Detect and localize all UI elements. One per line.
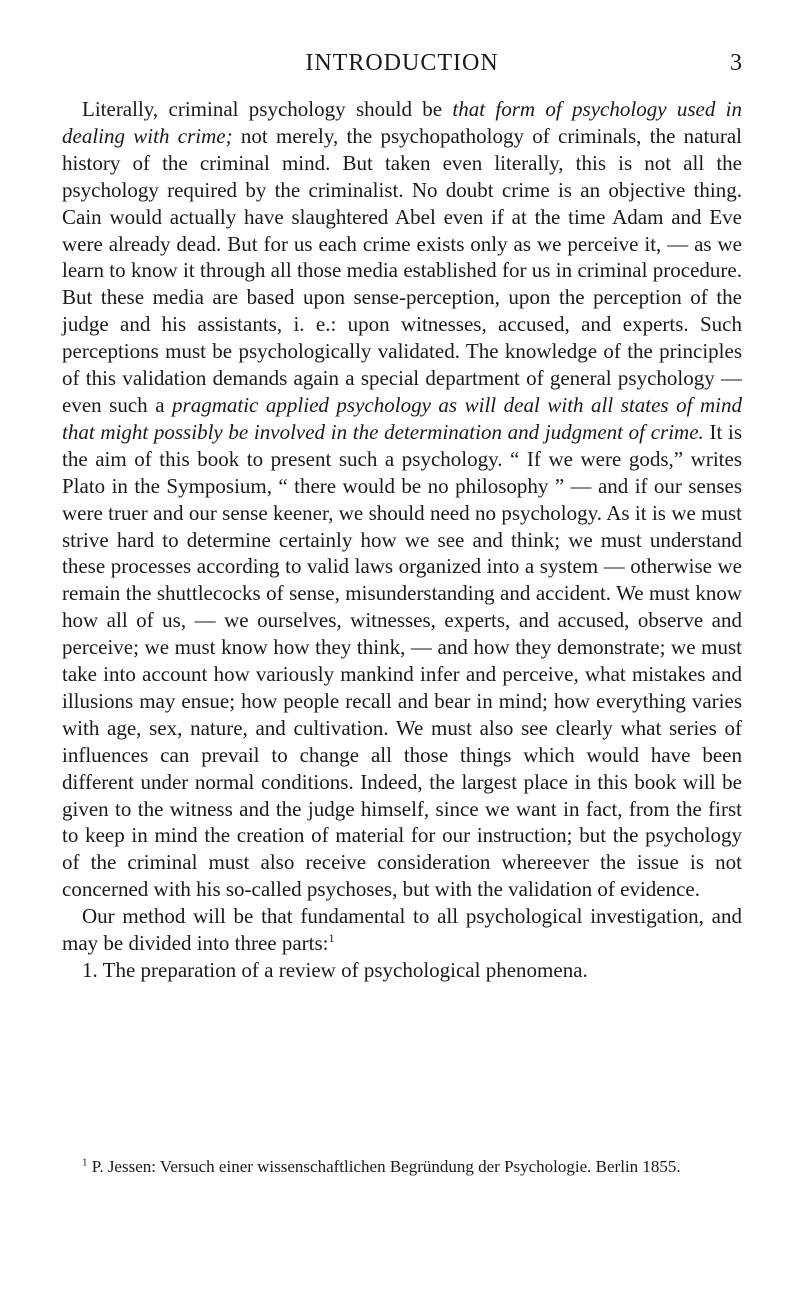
paragraph-text: Our method will be that fundamental to all psychological investigation, and may be divided into three parts:: [62, 904, 742, 956]
running-head: INTRODUCTION: [305, 50, 499, 76]
page-header: [62, 50, 742, 84]
paragraph-text: It is the aim of this book to present such a psychology. “ If we were gods,” writes Plato in the Symposium, “ there would be no philosophy ” — and if our senses were truer and our sense keener, we should need no psychology. As it is we must strive hard to determine certainly how we see and think; we must understand these processes according to valid laws organized into a system — otherwise we remain the shuttlecocks of sense, misunderstanding and accident. We must know how all of us, — we ourselves, witnesses, experts, and accused, observe and perceive; we must know how they think, — and how they demonstrate; we must take into account how variously mankind infer and perceive, what mistakes and illusions may ensue; how people recall and bear in mind; how everything varies with age, sex, nature, and cultivation. We must also see clearly what series of influences can prevail to change all those things which would have been different under normal conditions. Indeed, the largest place in this book will be given to the witness and the judge himself, since we want in fact, from the first to keep in mind the creation of material for our instruction; but the psychology of the criminal must also receive consideration whereever the issue is not concerned with his so-called psychoses, but with the validation of evidence.: [62, 419, 743, 902]
emphasis-text: pragmatic applied psychology as will deal with all states of mind that might possibly be involved in the determination and judgment of crime.: [62, 392, 742, 444]
paragraph: [62, 903, 742, 957]
footnote-reference: 1: [328, 931, 335, 946]
page-number: 3: [730, 50, 742, 76]
emphasis-text: that form of psychology used in dealing with crime;: [62, 97, 742, 148]
paragraph-text: not merely, the psychopathology of criminals, the natural history of the criminal mind. But taken even literally, this is not all the psychology required by the criminalist. No doubt crime is an objective thing. Cain would actually have slaughtered Abel even if at the time Adam and Eve were already dead. But for us each crime exists only as we perceive it, — as we learn to know it through all those media established for us in criminal procedure. But these media are based upon sense-perception, upon the perception of the judge and his assistants, i. e.: upon witnesses, accused, and experts. Such perceptions must be psychologically validated. The knowledge of the principles of this validation demands again a special department of general psychology — even such a: [62, 123, 742, 417]
paragraph-text: Literally, criminal psychology should be: [82, 97, 453, 121]
footnote: [62, 1156, 742, 1177]
list-item-text: 1. The preparation of a review of psychological phenomena.: [82, 958, 588, 982]
body-text: [62, 96, 742, 984]
list-item: [62, 957, 742, 984]
paragraph: [62, 96, 742, 903]
footnote-text: P. Jessen: Versuch einer wissenschaftlichen Begründung der Psychologie. Berlin 1855.: [87, 1157, 681, 1176]
footnote-marker: 1: [82, 1156, 88, 1169]
